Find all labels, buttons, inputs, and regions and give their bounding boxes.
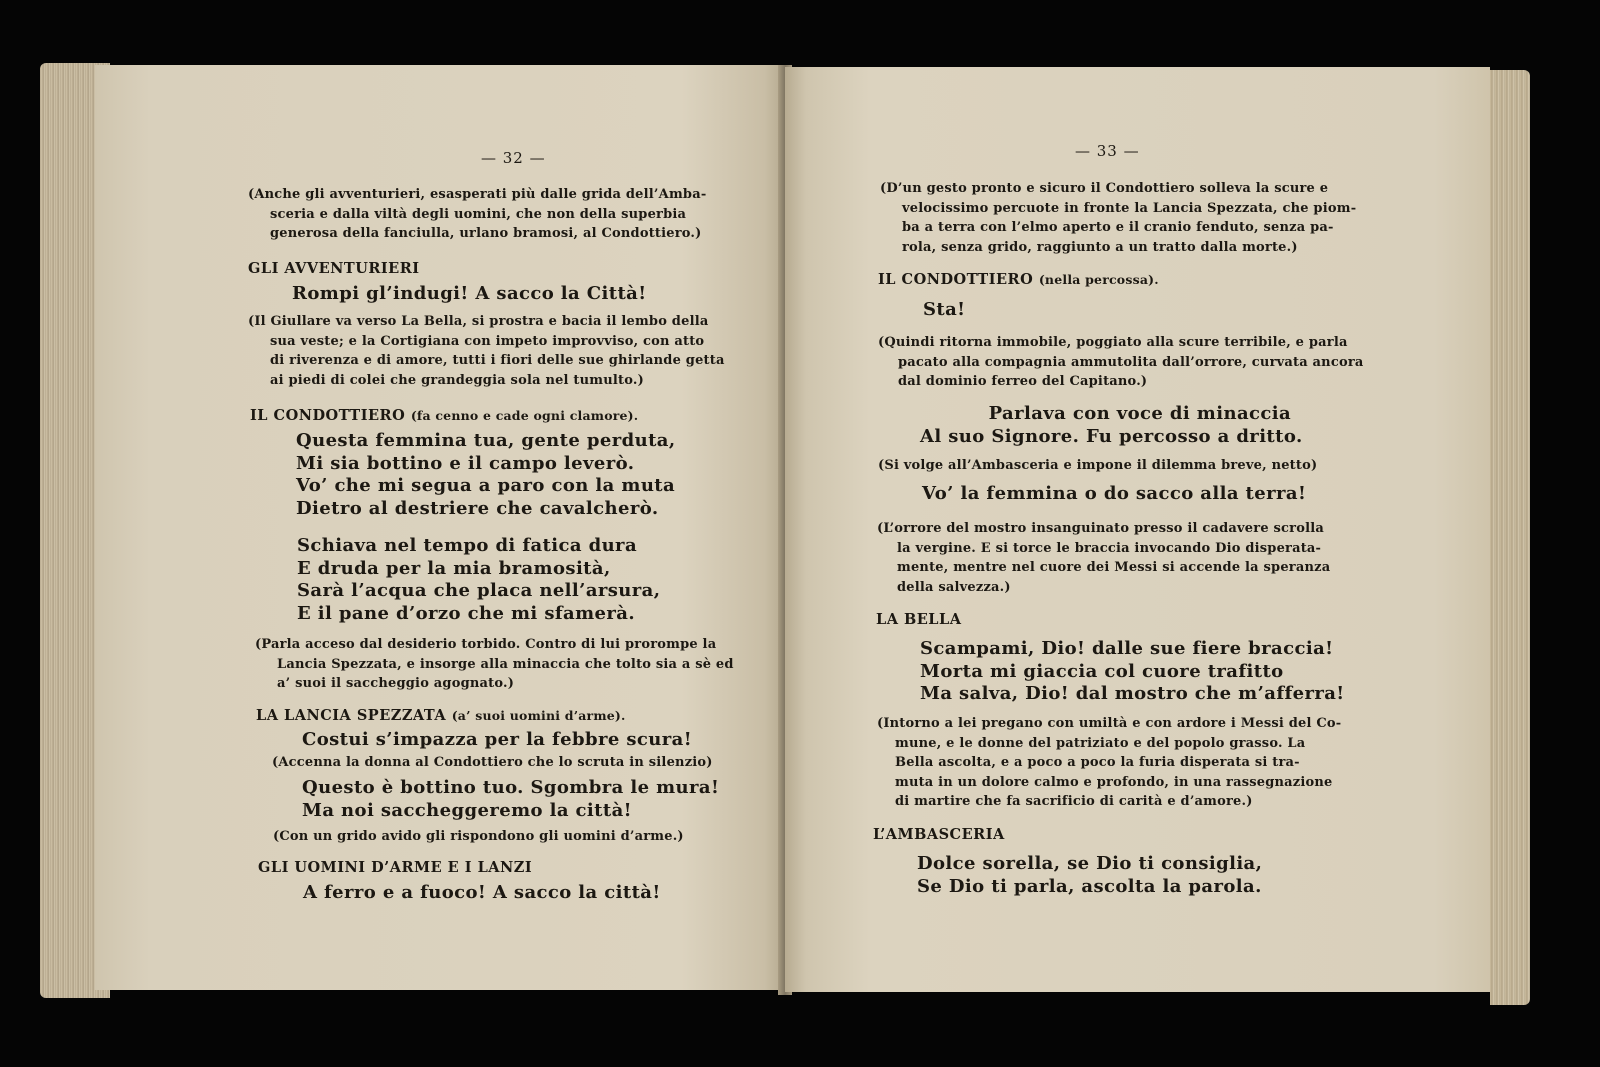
speaker-name [256, 707, 626, 724]
stage-direction [255, 635, 734, 694]
open-book [40, 55, 1530, 1005]
verse-stanza [296, 430, 676, 520]
verse-stanza [920, 638, 1345, 706]
verse-line: Parlava con voce di minaccia [988, 403, 1292, 424]
stage-direction [877, 714, 1341, 812]
verse-stanza [297, 535, 660, 625]
text-line: della salvezza.) [897, 579, 1011, 595]
speaker-label: GLI AVVENTURIERI [248, 260, 420, 277]
text-line: dal dominio ferreo del Capitano.) [898, 374, 1148, 389]
text-line: mune, e le donne del patriziato e del popolo grasso. La [895, 735, 1306, 751]
page-number: — 33 — [1075, 142, 1140, 160]
verse-line: A ferro e a fuoco! A sacco la città! [303, 882, 661, 903]
text-line: rola, senza grido, raggiunto a un tratto dalla morte.) [902, 239, 1298, 255]
verse-line: E druda per la mia bramosità, [297, 557, 611, 579]
speaker-label: IL CONDOTTIERO [250, 407, 406, 424]
speaker-name [878, 271, 1159, 288]
verse-line: Costui s’impazza per la febbre scura! [302, 729, 693, 750]
speaker-label: IL CONDOTTIERO [878, 271, 1034, 288]
speaker-note: (a’ suoi uomini d’arme). [451, 708, 626, 723]
text-line: (L’orrore del mostro insanguinato presso il cadavere scrolla [877, 521, 1324, 536]
stage-direction: (Con un grido avido gli rispondono gli uomini d’arme.) [273, 829, 684, 844]
verse-line: Mi sia bottino e il campo leverò. [296, 452, 635, 474]
text-line: (Anche gli avventurieri, esasperati più dalle grida dell’Amba- [248, 187, 707, 202]
text-line: mente, mentre nel cuore dei Messi si accende la speranza [897, 560, 1331, 575]
speaker-name [248, 260, 420, 277]
stage-direction [878, 333, 1364, 392]
verse-stanza [917, 853, 1262, 898]
verse-line: Vo’ che mi segua a paro con la muta [296, 475, 676, 496]
speaker-label: GLI UOMINI D’ARME E I LANZI [258, 859, 533, 876]
text-line: sua veste; e la Cortigiana con impeto improvviso, con atto [270, 333, 705, 349]
verse-line: Sarà l’acqua che placa nell’arsura, [297, 580, 661, 601]
text-line: ba a terra con l’elmo aperto e il cranio fenduto, senza pa- [902, 220, 1334, 235]
page-number: — 32 — [481, 149, 546, 167]
verse-line: Se Dio ti parla, ascolta la parola. [917, 875, 1262, 897]
speaker-name [250, 407, 638, 424]
verse-line: Dolce sorella, se Dio ti consiglia, [917, 853, 1263, 874]
text-line: generosa della fanciulla, urlano bramosi, al Condottiero.) [270, 226, 702, 241]
verse-line: Dietro al destriere che cavalcherò. [296, 497, 659, 519]
text-line: la vergine. E si torce le braccia invocando Dio disperata- [897, 540, 1322, 556]
verse-line: E il pane d’orzo che mi sfamerà. [297, 602, 635, 624]
verse-line: Ma noi saccheggeremo la città! [302, 799, 632, 821]
verse-line: Rompi gl’indugi! A sacco la Città! [292, 283, 647, 304]
text-line: muta in un dolore calmo e profondo, in una rassegnazione [895, 774, 1333, 790]
verse-stanza [920, 403, 1303, 448]
text-line: Lancia Spezzata, e insorge alla minaccia che tolto sia a sè ed [277, 656, 734, 672]
speaker-name [876, 611, 961, 628]
text-line: di martire che fa sacrificio di carità e d’amore.) [895, 794, 1253, 809]
left-page [95, 65, 785, 990]
stage-direction [880, 179, 1356, 257]
page-edges-right [1490, 70, 1530, 1005]
verse-line: Sta! [923, 299, 966, 320]
verse-line: Questa femmina tua, gente perduta, [296, 430, 676, 451]
text-line: velocissimo percuote in fronte la Lancia Spezzata, che piom- [902, 200, 1357, 216]
text-line: sceria e dalla viltà degli uomini, che non della superbia [270, 206, 687, 222]
text-line: (Parla acceso dal desiderio torbido. Contro di lui prorompe la [255, 637, 717, 652]
speaker-note: (fa cenno e cade ogni clamore). [410, 408, 639, 423]
verse-line: Vo’ la femmina o do sacco alla terra! [922, 483, 1307, 504]
text-line: ai piedi di colei che grandeggia sola nel tumulto.) [270, 372, 644, 388]
verse-line: Questo è bottino tuo. Sgombra le mura! [302, 777, 720, 798]
verse-line: Morta mi giaccia col cuore trafitto [920, 660, 1284, 682]
speaker-name [873, 826, 1005, 843]
stage-direction [248, 185, 706, 244]
verse-stanza [302, 777, 719, 822]
speaker-label: LA LANCIA SPEZZATA [256, 707, 447, 724]
text-line: pacato alla compagnia ammutolita dall’orrore, curvata ancora [898, 354, 1364, 370]
text-line: (Il Giullare va verso La Bella, si prostra e bacia il lembo della [248, 314, 709, 329]
stage-direction [248, 312, 725, 390]
verse-line: Al suo Signore. Fu percosso a dritto. [920, 425, 1303, 447]
verse-line: Schiava nel tempo di fatica dura [297, 535, 638, 556]
text-line: (Intorno a lei pregano con umiltà e con ardore i Messi del Co- [877, 716, 1342, 731]
verse-line: Scampami, Dio! dalle sue fiere braccia! [920, 638, 1334, 659]
stage-direction: (Si volge all’Ambasceria e impone il dilemma breve, netto) [878, 458, 1318, 473]
stage-direction [877, 519, 1330, 597]
text-line: (D’un gesto pronto e sicuro il Condottiero solleva la scure e [880, 181, 1329, 196]
text-line: Bella ascolta, e a poco a poco la furia disperata si tra- [895, 755, 1300, 770]
speaker-note: (nella percossa). [1038, 272, 1159, 287]
stage-direction: (Accenna la donna al Condottiero che lo scruta in silenzio) [272, 755, 713, 770]
text-line: a’ suoi il saccheggio agognato.) [277, 676, 515, 691]
text-line: (Quindi ritorna immobile, poggiato alla scure terribile, e parla [878, 335, 1348, 350]
speaker-name [258, 859, 532, 876]
right-page [785, 67, 1490, 992]
verse-line: Ma salva, Dio! dal mostro che m’afferra! [920, 683, 1345, 704]
text-line: di riverenza e di amore, tutti i fiori delle sue ghirlande getta [270, 353, 725, 368]
speaker-label: LA BELLA [876, 611, 962, 628]
speaker-label: L’AMBASCERIA [873, 826, 1005, 843]
